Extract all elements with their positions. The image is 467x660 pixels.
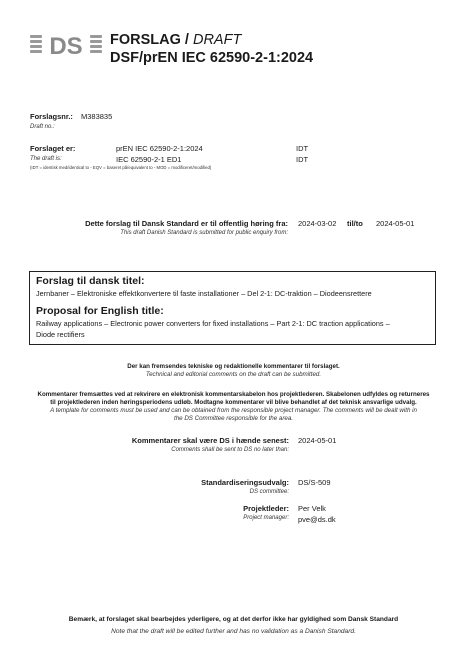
danish-title: Jernbaner – Elektroniske effektkonvertere til faste installationer – Del 2-1: DC-traktion – Diodeensrettere <box>36 289 372 298</box>
footer-note-en: Note that the draft will be edited further and has no validation as a Danish Standard. <box>111 628 356 635</box>
proposal-is-label: Forslaget er: <box>30 144 76 153</box>
danish-title-heading: Forslag til dansk titel: <box>36 275 145 287</box>
project-manager-label: Projektleder: <box>243 504 289 513</box>
template-info-da-line-1: Kommentarer fremsættes ved at rekvirere en elektronisk kommentarskabelon hos projektlederen. Skabelonen udfyldes og returneres <box>37 391 430 398</box>
proposal-is-row-1-document: prEN IEC 62590-2-1:2024 <box>116 144 203 153</box>
hearing-label: Dette forslag til Dansk Standard er til offentlig høring fra: <box>85 219 288 228</box>
hearing-from-date: 2024-03-02 <box>298 219 337 228</box>
project-manager-sublabel: Project manager: <box>243 515 289 521</box>
proposal-is-sublabel: The draft is: <box>30 156 62 162</box>
hearing-to-date: 2024-05-01 <box>376 219 415 228</box>
project-manager-name: Per Velk <box>298 504 326 513</box>
comments-info-en: Technical and editorial comments on the draft can be submitted. <box>145 371 322 378</box>
english-title-line-1: Railway applications – Electronic power converters for fixed installations – Part 2-1: DC traction applications – <box>36 319 390 328</box>
hearing-to-label: til/to <box>347 219 363 228</box>
titles-box <box>29 271 436 345</box>
committee-value: DS/S-509 <box>298 478 331 487</box>
comments-info-da: Der kan fremsendes tekniske og redaktionelle kommentarer til forslaget. <box>127 363 340 370</box>
relation-legend: (IDT = identisk med/identical to - EQV = baseret på/equivalent to - MOD = modificeret/modified) <box>30 165 212 170</box>
proposal-is-row-1-relation: IDT <box>296 144 309 153</box>
document-heading <box>110 32 241 48</box>
proposal-is-row-2-relation: IDT <box>296 155 309 164</box>
proposal-number-label: Forslagsnr.: <box>30 112 73 121</box>
proposal-number-sublabel: Draft no.: <box>30 124 55 130</box>
logo-text: DS <box>49 33 83 58</box>
deadline-sublabel: Comments shall be sent to DS no later than: <box>171 447 289 453</box>
template-info-da-line-2: til projektlederen inden høringsperiodens udløb. Modtagne kommentarer vil blive behandlet af det teknisk ansvarlige udvalg. <box>50 399 417 406</box>
deadline-label: Kommentarer skal være DS i hænde senest: <box>131 436 289 445</box>
template-info-en-line-2: the DS Committee responsible for the area. <box>174 415 293 422</box>
standard-number: DSF/prEN IEC 62590-2-1:2024 <box>110 50 314 66</box>
hearing-sublabel: This draft Danish Standard is submitted for public enquiry from: <box>120 230 288 236</box>
committee-sublabel: DS committee: <box>249 489 289 495</box>
proposal-is-row-2-document: IEC 62590-2-1 ED1 <box>116 155 182 164</box>
ds-logo <box>30 32 106 58</box>
proposal-number-value: M383835 <box>81 112 113 121</box>
forslag-label: FORSLAG / <box>110 32 193 48</box>
footer-note-da: Bemærk, at forslaget skal bearbejdes yderligere, og at det derfor ikke har gyldighed som Dansk Standard <box>68 616 399 623</box>
project-manager-email[interactable]: pve@ds.dk <box>298 515 336 524</box>
draft-label: DRAFT <box>192 32 242 48</box>
committee-label: Standardiseringsudvalg: <box>201 478 289 487</box>
template-info-en-line-1: A template for comments must be used and can be obtained from the responsible project manager. The comments will be dealt with in <box>50 407 417 414</box>
english-title-line-2: Diode rectifiers <box>36 330 85 339</box>
deadline-value: 2024-05-01 <box>298 436 337 445</box>
english-title-heading: Proposal for English title: <box>36 305 164 317</box>
